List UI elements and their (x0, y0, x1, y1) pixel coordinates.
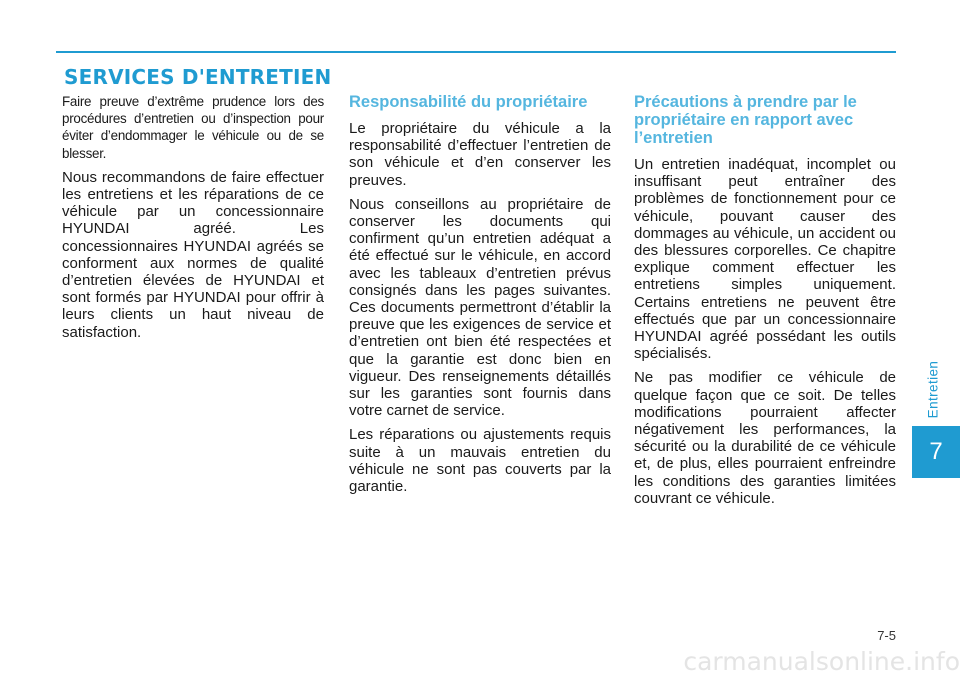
column-owner-precautions (634, 93, 896, 514)
header-rule (56, 51, 896, 53)
column-intro (62, 93, 324, 348)
owner-precautions-heading: Précautions à prendre par le propriétaire en rapport avec l’entretien (634, 93, 857, 147)
chapter-tab (912, 426, 960, 478)
body-paragraph: Nous conseillons au propriétaire de conserver les documents qui confirment qu’un entretien adéquat a été effectué sur le véhicule, en accord avec les tableaux d’entretien prévus consignés dans les pages suivantes. Ces documents permettront d’établir la preuve que les exigences de service et d’entretien ont bien été respectées et que la garantie est donc bien en vigueur. Des renseignements détaillés sur les garanties sont fournis dans votre carnet de service. (349, 195, 611, 420)
section-title: SERVICES D'ENTRETIEN (64, 65, 332, 89)
body-paragraph: Les réparations ou ajustements requis suite à un mauvais entretien du véhicule ne sont pas couverts par la garantie. (349, 426, 611, 496)
chapter-number: 7 (929, 438, 943, 465)
chapter-label-text: Entretien (925, 360, 941, 418)
page-number: 7-5 (877, 628, 896, 643)
owner-responsibility-heading: Responsabilité du propriétaire (349, 93, 588, 111)
caution-paragraph: Faire preuve d’extrême prudence lors des procédures d’entretien ou d’inspection pour éviter d’endommager le véhicule ou de se blesser. (62, 94, 324, 161)
chapter-side-label (921, 355, 945, 423)
body-paragraph: Un entretien inadéquat, incomplet ou insuffisant peut entraîner des problèmes de fonctionnement pour ce véhicule, pouvant causer des dommages au véhicule, un accident ou des blessures corporelles. Ce chapitre explique comment effectuer les entretiens simples uniquement. Certains entretiens ne peuvent être effectués que par un concessionnaire HYUNDAI agréé possédant les outils spécialisés. (634, 156, 896, 363)
body-paragraph: Ne pas modifier ce véhicule de quelque façon que ce soit. De telles modifications pourraient affecter négativement les performances, la sécurité ou la durabilité de ce véhicule et, de plus, elles pourraient enfreindre les conditions des garanties limitées couvrant ce véhicule. (634, 369, 896, 507)
body-paragraph: Nous recommandons de faire effectuer les entretiens et les réparations de ce véhicule par un concessionnaire HYUNDAI agréé. Les concessionnaires HYUNDAI agréés se conforment aux normes de qualité d’entretien élevées de HYUNDAI et sont formés par HYUNDAI pour offrir à leurs clients un haut niveau de satisfaction. (62, 168, 324, 341)
column-owner-responsibility (349, 93, 611, 502)
body-paragraph: Le propriétaire du véhicule a la responsabilité d’effectuer l’entretien de son véhicule et d’en conserver les preuves. (349, 120, 611, 189)
watermark: carmanualsonline.info (683, 647, 960, 676)
